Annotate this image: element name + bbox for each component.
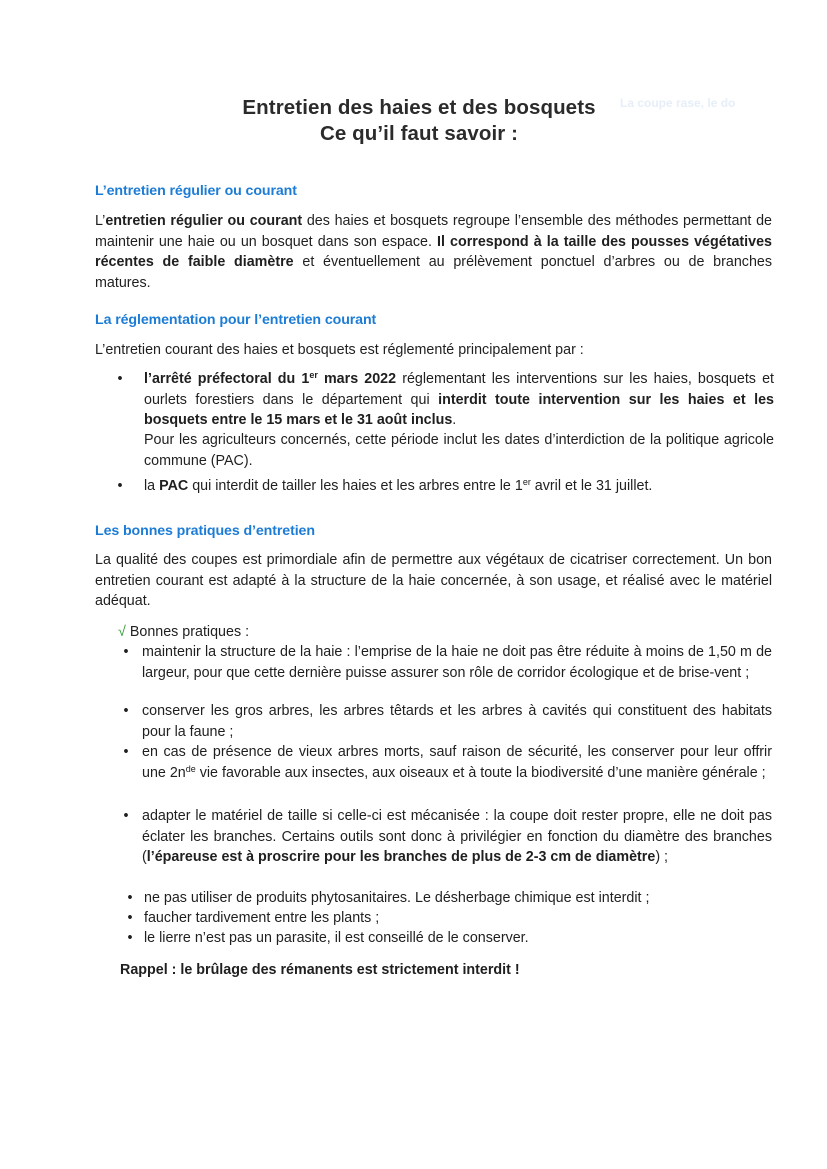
superscript: de xyxy=(185,763,196,774)
bullet-icon: • xyxy=(123,808,129,824)
section-heading-good-practices: Les bonnes pratiques d’entretien xyxy=(95,523,315,539)
bold-run: l’épareuse est à proscrire pour les branches de plus de 2-3 cm de diamètre xyxy=(146,849,656,865)
text-run: et éventuellement au prélèvement ponctuel d’arbres ou de branches matures. xyxy=(95,254,772,291)
burning-reminder: Rappel : le brûlage des rémanents est strictement interdit ! xyxy=(120,962,520,978)
bullet-icon: • xyxy=(117,478,123,494)
title-line-2: Ce qu’il faut savoir : xyxy=(319,122,519,145)
bullet-text: conserver les gros arbres, les arbres têtards et les arbres à cavités qui constituent des habitats pour la faune ; xyxy=(142,703,772,740)
section-heading-regulation: La réglementation pour l’entretien courant xyxy=(95,312,377,328)
practice-bullet-structure xyxy=(120,642,774,704)
section-heading-regular-maintenance: L’entretien régulier ou courant xyxy=(95,183,297,199)
text-run: la xyxy=(144,478,160,494)
bold-run: mars 2022 xyxy=(317,371,397,387)
bold-run: l’arrêté préfectoral du 1 xyxy=(144,371,310,387)
text-run: L’ xyxy=(95,213,106,229)
text-run: vie favorable aux insectes, aux oiseaux et à toute la biodiversité d’une manière générale ; xyxy=(195,764,766,781)
bold-run: interdit toute intervention sur les haies et les bosquets entre le 15 mars et le 31 août inclus xyxy=(144,391,774,428)
bold-run: entretien régulier ou courant xyxy=(105,213,303,229)
text-run: . xyxy=(452,412,457,428)
section-1-paragraph xyxy=(95,211,772,293)
bleed-through-text: La coupe rase, le do xyxy=(620,96,736,110)
check-icon: √ xyxy=(118,624,126,640)
bullet-text xyxy=(142,806,772,868)
practice-bullet-dead-trees xyxy=(120,742,774,804)
regulation-bullet-note: Pour les agriculteurs concernés, cette période inclut les dates d’interdiction de la politique agricole commune (PAC). xyxy=(144,432,774,469)
bold-run: Il correspond à la taille des pousses végétatives récentes de faible diamètre xyxy=(95,233,772,270)
text-run: ) ; xyxy=(655,849,669,865)
practice-bullet-equipment xyxy=(120,806,774,888)
practice-bullet-mow-late xyxy=(124,908,778,930)
bullet-text xyxy=(142,742,772,783)
text-run: avril et le 31 juillet. xyxy=(530,478,653,494)
page-title xyxy=(0,95,827,147)
superscript: er xyxy=(522,477,531,487)
bullet-icon: • xyxy=(117,371,123,387)
bullet-text xyxy=(144,476,784,497)
section-3-intro: La qualité des coupes est primordiale afin de permettre aux végétaux de cicatriser correctement. Un bon entretien courant est adapté à la structure de la haie concernée, à son usage, et réalisé avec le matériel adéquat. xyxy=(95,552,772,609)
bullet-text xyxy=(144,369,774,431)
title-line-1: Entretien des haies et des bosquets xyxy=(242,96,596,119)
bullet-text: faucher tardivement entre les plants ; xyxy=(144,910,380,926)
regulation-bullet-prefectoral-order xyxy=(114,369,774,431)
bullet-text: ne pas utiliser de produits phytosanitaires. Le désherbage chimique est interdit ; xyxy=(144,890,650,906)
bullet-icon: • xyxy=(127,930,133,946)
practice-bullet-ivy xyxy=(124,928,778,950)
text-run: en cas de présence de vieux arbres morts, sauf raison de sécurité, les conserver pour leur offrir une 2n xyxy=(142,744,772,781)
practice-bullet-no-pesticides xyxy=(124,888,778,910)
good-practices-label xyxy=(118,622,418,644)
bullet-icon: • xyxy=(123,744,129,760)
practice-bullet-big-trees xyxy=(120,701,774,743)
text-run: adapter le matériel de taille si celle-ci est mécanisée : la coupe doit rester propre, elle ne doit pas éclater les branches. Certains outils sont donc à privilégier en fonction du diamètre des branches ( xyxy=(142,808,772,865)
text-run: qui interdit de tailler les haies et les arbres entre le 1 xyxy=(188,478,523,494)
bullet-icon: • xyxy=(127,890,133,906)
good-practices-label-text: Bonnes pratiques : xyxy=(125,624,250,640)
bullet-text: maintenir la structure de la haie : l’emprise de la haie ne doit pas être réduite à moins de 1,50 m de largeur, pour que cette dernière puisse assurer son rôle de corridor écologique et de brise-vent ; xyxy=(142,644,772,681)
section-2-intro: L’entretien courant des haies et bosquets est réglementé principalement par : xyxy=(95,342,584,358)
bullet-icon: • xyxy=(123,703,129,719)
bullet-icon: • xyxy=(127,910,133,926)
bullet-icon: • xyxy=(123,644,129,660)
regulation-bullet-pac xyxy=(114,476,774,498)
bold-run: PAC xyxy=(159,478,189,494)
text-run: des haies et bosquets regroupe l’ensemble des méthodes permettant de maintenir une haie ou un bosquet dans son espace. xyxy=(95,213,772,250)
superscript: er xyxy=(309,370,318,380)
text-run: réglementant les interventions sur les haies, bosquets et ourlets forestiers dans le département qui xyxy=(144,371,774,408)
bullet-text: le lierre n’est pas un parasite, il est conseillé de le conserver. xyxy=(144,930,529,946)
